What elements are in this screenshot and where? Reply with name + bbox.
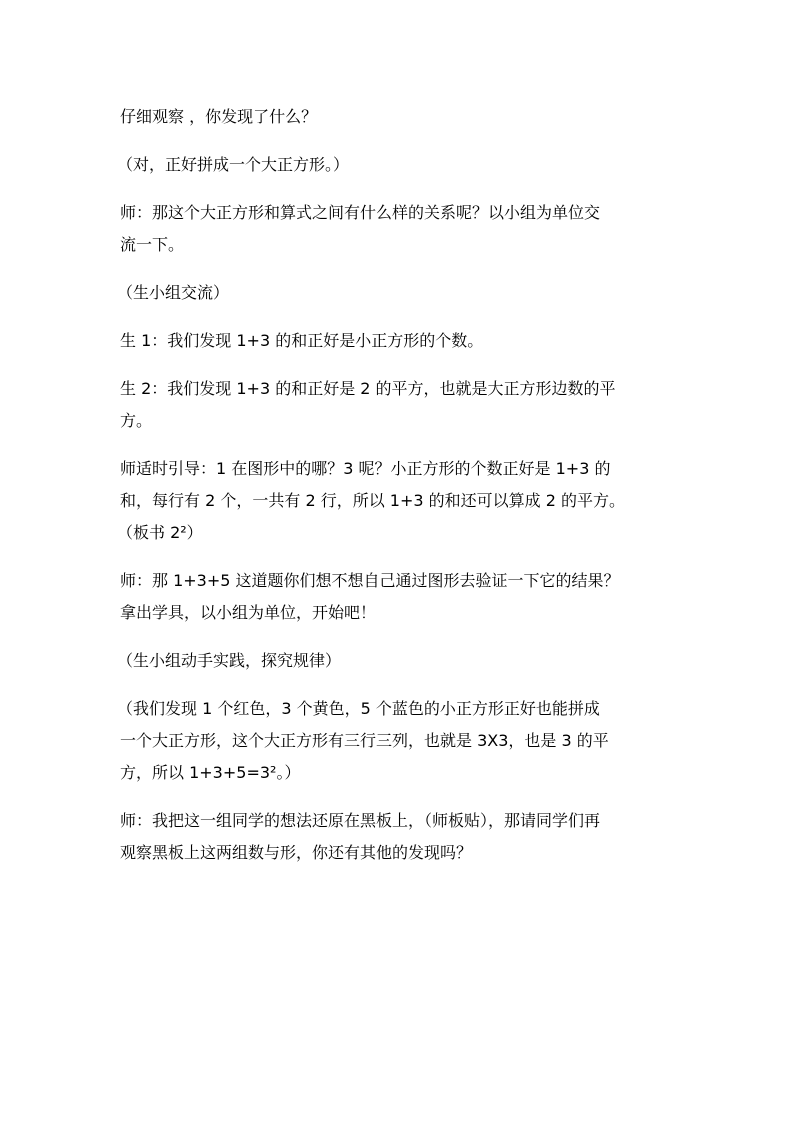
text-line: 一个大正方形，这个大正方形有三行三列，也就是 3X3，也是 3 的平 [120,731,609,750]
text-line: 观察黑板上这两组数与形，你还有其他的发现吗？ [120,843,473,862]
text-line: 仔细观察 ，你发现了什么？ [120,107,318,126]
text-line: 流一下。 [120,235,185,254]
paragraph-square-answer [117,149,690,181]
text-line: 生 2：我们发现 1+3 的和正好是 2 的平方，也就是大正方形边数的平 [120,379,616,398]
document-body [117,101,690,885]
text-line: 方，所以 1+3+5=3²。） [120,763,301,782]
text-line: （生小组交流） [117,283,230,302]
text-line: 和，每行有 2 个，一共有 2 行，所以 1+3 的和还可以算成 2 的平方。 [120,491,625,510]
paragraph-student-2 [120,373,690,437]
paragraph-teacher-challenge [120,565,690,629]
paragraph-hands-on-practice [117,645,690,677]
text-line: 师适时引导：1 在图形中的哪？3 呢？小正方形的个数正好是 1+3 的 [120,459,611,478]
paragraph-group-discussion [117,277,690,309]
paragraph-teacher-question [120,197,690,261]
text-line: （生小组动手实践，探究规律） [117,651,342,670]
text-line: （板书 2²） [117,523,203,542]
paragraph-observe-question [120,101,690,133]
paragraph-student-findings [117,693,690,789]
text-line: 生 1：我们发现 1+3 的和正好是小正方形的个数。 [120,331,484,350]
text-line: 方。 [120,411,153,430]
text-line: 师：那 1+3+5 这道题你们想不想自己通过图形去验证一下它的结果？ [120,571,620,590]
paragraph-teacher-blackboard [120,805,690,869]
paragraph-teacher-guidance [117,453,690,549]
text-line: 师：那这个大正方形和算式之间有什么样的关系呢？以小组为单位交 [120,203,601,222]
text-line: （我们发现 1 个红色，3 个黄色，5 个蓝色的小正方形正好也能拼成 [117,699,600,718]
text-line: （对，正好拼成一个大正方形。） [117,155,350,174]
paragraph-student-1 [120,325,690,357]
text-line: 师：我把这一组同学的想法还原在黑板上，（师板贴），那请同学们再 [120,811,601,830]
text-line: 拿出学具，以小组为单位，开始吧！ [120,603,377,622]
